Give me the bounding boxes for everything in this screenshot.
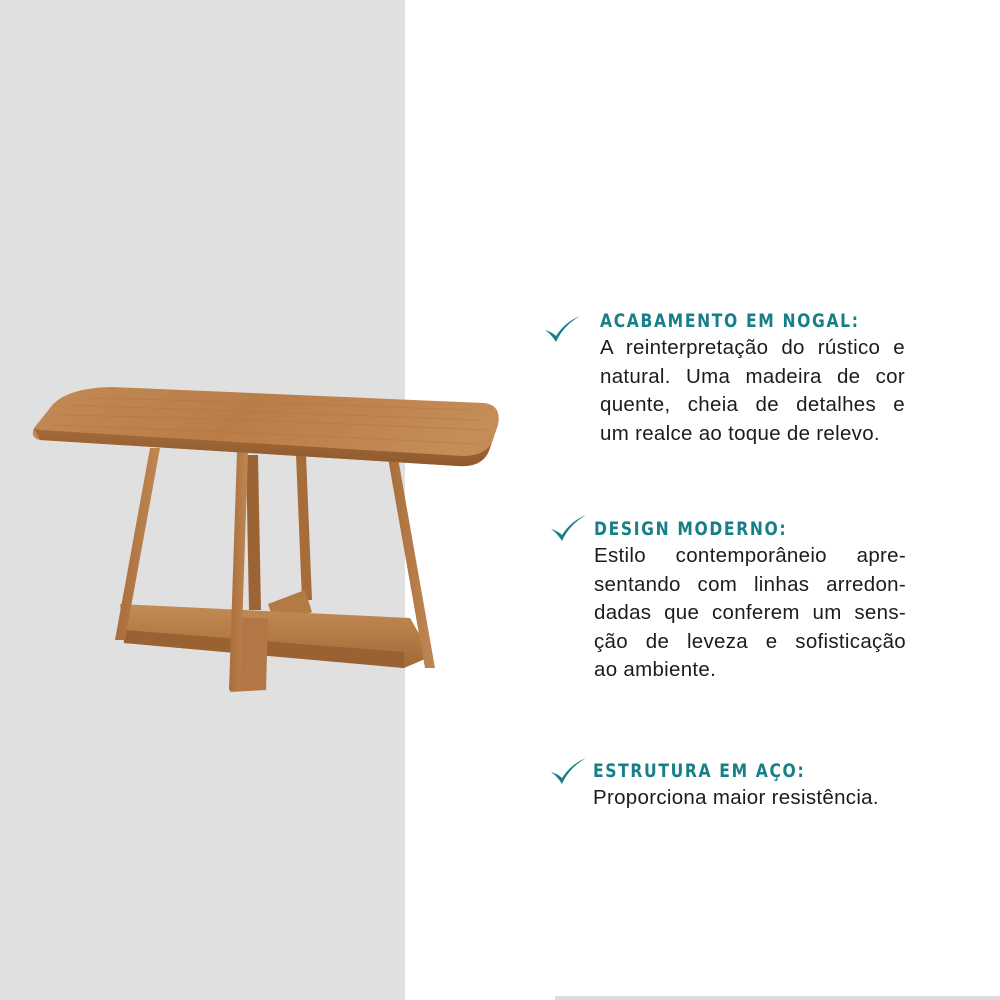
feature-description: A reinterpretação do rústico e natural. Uma madeira de cor quente, cheia de detalhes e um realce ao toque de relevo. xyxy=(600,336,905,445)
check-icon xyxy=(543,314,581,346)
feature-finish xyxy=(600,309,905,448)
feature-title: ACABAMENTO EM NOGAL: xyxy=(600,310,860,332)
feature-description: Proporciona maior resistência. xyxy=(593,786,879,809)
feature-structure xyxy=(593,759,905,813)
feature-title: DESIGN MODERNO: xyxy=(594,518,788,540)
feature-description: Estilo contemporâneio apre- sentando com linhas arredon- dadas que conferem um sens- ção de leveza e sofisticação ao ambiente. xyxy=(594,544,906,681)
check-icon xyxy=(549,756,587,788)
feature-design xyxy=(594,517,906,685)
left-background-panel xyxy=(0,0,405,1000)
feature-title: ESTRUTURA EM AÇO: xyxy=(593,760,806,782)
bottom-divider xyxy=(555,996,1000,1000)
check-icon xyxy=(549,513,587,545)
